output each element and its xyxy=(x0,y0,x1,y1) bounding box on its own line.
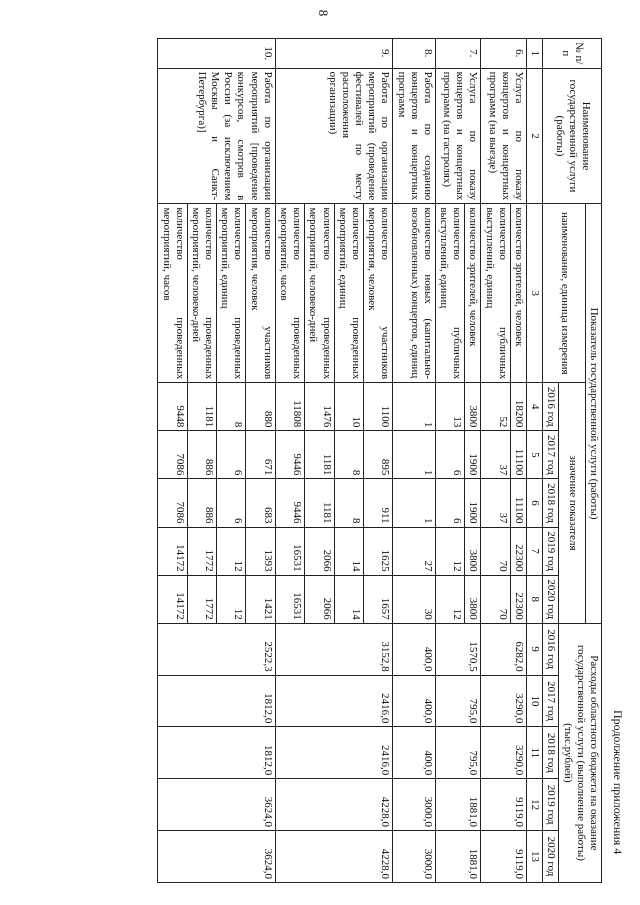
indicator-name: количество проведенных мероприятий, единиц xyxy=(217,204,246,383)
indicator-value: 9446 xyxy=(275,479,304,527)
indicator-value: 11100 xyxy=(510,431,526,479)
indicator-value: 22300 xyxy=(510,527,526,575)
header-value-year: 2019 год xyxy=(543,527,559,575)
indicator-value: 880 xyxy=(246,383,275,431)
header-expense-year: 2018 год xyxy=(543,727,559,779)
table-row xyxy=(393,39,436,883)
header-indicator-group: Показатель государственной услуги (работы) xyxy=(585,204,601,623)
column-number: 10 xyxy=(527,675,543,727)
expense-value: 400,0 xyxy=(393,623,436,675)
indicator-name: количество проведенных мероприятий, единиц xyxy=(334,204,363,383)
indicator-value: 2066 xyxy=(305,575,334,623)
expense-value: 3624,0 xyxy=(158,779,276,831)
indicator-value: 8 xyxy=(217,383,246,431)
indicator-value: 671 xyxy=(246,431,275,479)
expense-value: 4228,0 xyxy=(275,831,393,883)
indicator-name: количество проведенных мероприятий, человеко-дней xyxy=(305,204,334,383)
header-column-numbers xyxy=(527,39,543,883)
indicator-value: 1393 xyxy=(246,527,275,575)
indicator-value: 52 xyxy=(481,383,510,431)
column-number: 2 xyxy=(527,68,543,204)
indicator-name: количество проведенных мероприятий, человеко-дней xyxy=(187,204,216,383)
indicator-value: 1100 xyxy=(364,383,393,431)
header-expense-year: 2020 год xyxy=(543,831,559,883)
indicator-name: количество публичных выступлений, единиц xyxy=(481,204,510,383)
indicator-value: 16531 xyxy=(275,575,304,623)
expense-value: 3290,0 xyxy=(481,675,527,727)
header-service-name: Наименование государственной услуги (работы) xyxy=(543,68,602,204)
column-number: 12 xyxy=(527,779,543,831)
expense-value: 3000,0 xyxy=(393,831,436,883)
indicator-name: количество зрителей, человек xyxy=(510,204,526,383)
header-no: № п/п xyxy=(543,39,602,69)
indicator-value: 1657 xyxy=(364,575,393,623)
indicator-value: 6 xyxy=(435,479,464,527)
expense-value: 1881,0 xyxy=(435,779,481,831)
expense-value: 9119,0 xyxy=(481,779,527,831)
indicator-value: 14 xyxy=(334,575,363,623)
expense-value: 3290,0 xyxy=(481,727,527,779)
expense-value: 400,0 xyxy=(393,675,436,727)
indicator-value: 12 xyxy=(217,527,246,575)
header-value-year: 2018 год xyxy=(543,479,559,527)
header-value-year: 2020 год xyxy=(543,575,559,623)
indicator-name: количество участников мероприятия, человек xyxy=(246,204,275,383)
indicator-value: 8 xyxy=(334,479,363,527)
service-number: 9. xyxy=(275,39,393,69)
continuation-caption: Продолжение приложения 4 xyxy=(611,710,625,855)
expense-value: 4228,0 xyxy=(275,779,393,831)
indicator-value: 3800 xyxy=(465,575,481,623)
indicator-value: 27 xyxy=(393,527,436,575)
indicator-value: 6 xyxy=(435,431,464,479)
indicator-name: количество участников мероприятия, человек xyxy=(364,204,393,383)
header-indicator-name: наименование, единица измерения xyxy=(543,204,586,383)
service-name: Работа по организации мероприятий (проведение фестивалей по месту расположения организации) xyxy=(275,68,393,204)
expense-value: 1812,0 xyxy=(158,727,276,779)
indicator-value: 37 xyxy=(481,431,510,479)
indicator-value: 1476 xyxy=(305,383,334,431)
column-number: 3 xyxy=(527,204,543,383)
expense-value: 795,0 xyxy=(435,675,481,727)
table-row xyxy=(364,39,393,883)
indicator-value: 6 xyxy=(217,431,246,479)
page-number: 8 xyxy=(316,9,331,17)
service-name: Работа по созданию концертов и концертных программ xyxy=(393,68,436,204)
service-name: Услуга по показу концертов и концертных программ (на гастролях) xyxy=(435,68,481,204)
table-header xyxy=(527,39,602,883)
indicator-value: 70 xyxy=(481,527,510,575)
indicator-name: количество проведенных мероприятий, часов xyxy=(158,204,187,383)
header-value-year: 2017 год xyxy=(543,431,559,479)
services-table xyxy=(157,38,602,883)
column-number: 9 xyxy=(527,623,543,675)
expense-value: 9119,0 xyxy=(481,831,527,883)
indicator-value: 30 xyxy=(393,575,436,623)
header-values-group: значение показателя xyxy=(559,383,585,624)
expense-value: 1570,5 xyxy=(435,623,481,675)
header-expense-year: 2017 год xyxy=(543,675,559,727)
indicator-name: количество зрителей, человек xyxy=(465,204,481,383)
header-expenses-group: Расходы областного бюджета на оказание государственной услуги (выполнение работы) (тыс.рублей) xyxy=(559,623,602,882)
indicator-value: 1181 xyxy=(305,479,334,527)
indicator-value: 1 xyxy=(393,479,436,527)
indicator-value: 3800 xyxy=(465,383,481,431)
indicator-value: 22300 xyxy=(510,575,526,623)
indicator-value: 9446 xyxy=(275,431,304,479)
indicator-value: 10 xyxy=(334,383,363,431)
indicator-value: 7086 xyxy=(158,479,187,527)
service-name: Работа по организации мероприятий [проведение конкурсов, смотров в России (за исключением Москвы и Санкт-Петербурга)] xyxy=(158,68,276,204)
table-row xyxy=(465,39,481,883)
column-number: 5 xyxy=(527,431,543,479)
expense-value: 2416,0 xyxy=(275,675,393,727)
expense-value: 795,0 xyxy=(435,727,481,779)
indicator-name: количество проведенных мероприятий, часов xyxy=(275,204,304,383)
indicator-value: 2066 xyxy=(305,527,334,575)
indicator-name: количество новых (капитально-возобновленных) концертов, единиц xyxy=(393,204,436,383)
expense-value: 1881,0 xyxy=(435,831,481,883)
indicator-value: 1181 xyxy=(187,383,216,431)
indicator-value: 683 xyxy=(246,479,275,527)
indicator-value: 1625 xyxy=(364,527,393,575)
indicator-value: 16531 xyxy=(275,527,304,575)
indicator-value: 1 xyxy=(393,383,436,431)
column-number: 8 xyxy=(527,575,543,623)
column-number: 6 xyxy=(527,479,543,527)
indicator-value: 12 xyxy=(435,575,464,623)
indicator-value: 911 xyxy=(364,479,393,527)
indicator-name: количество публичных выступлений, единиц xyxy=(435,204,464,383)
indicator-value: 18200 xyxy=(510,383,526,431)
header-expense-year: 2016 год xyxy=(543,623,559,675)
indicator-value: 12 xyxy=(435,527,464,575)
indicator-value: 7086 xyxy=(158,431,187,479)
indicator-value: 8 xyxy=(334,431,363,479)
indicator-value: 1181 xyxy=(305,431,334,479)
table-row xyxy=(246,39,275,883)
indicator-value: 13 xyxy=(435,383,464,431)
indicator-value: 37 xyxy=(481,479,510,527)
column-number: 1 xyxy=(527,39,543,69)
indicator-value: 70 xyxy=(481,575,510,623)
table-body xyxy=(158,39,527,883)
indicator-value: 14172 xyxy=(158,575,187,623)
expense-value: 3000,0 xyxy=(393,779,436,831)
indicator-value: 1900 xyxy=(465,479,481,527)
indicator-value: 1421 xyxy=(246,575,275,623)
indicator-value: 14172 xyxy=(158,527,187,575)
indicator-value: 11808 xyxy=(275,383,304,431)
expense-value: 2522,3 xyxy=(158,623,276,675)
service-name: Услуга по показу концертов и концертных программ (на выезде) xyxy=(481,68,527,204)
indicator-value: 14 xyxy=(334,527,363,575)
indicator-value: 12 xyxy=(217,575,246,623)
column-number: 7 xyxy=(527,527,543,575)
indicator-value: 886 xyxy=(187,479,216,527)
indicator-value: 1772 xyxy=(187,527,216,575)
indicator-value: 886 xyxy=(187,431,216,479)
indicator-value: 1 xyxy=(393,431,436,479)
expense-value: 3624,0 xyxy=(158,831,276,883)
indicator-value: 6 xyxy=(217,479,246,527)
header-expense-year: 2019 год xyxy=(543,779,559,831)
service-number: 7. xyxy=(435,39,481,69)
column-number: 11 xyxy=(527,727,543,779)
service-number: 8. xyxy=(393,39,436,69)
table-row xyxy=(510,39,526,883)
column-number: 13 xyxy=(527,831,543,883)
service-number: 10. xyxy=(158,39,276,69)
indicator-value: 1772 xyxy=(187,575,216,623)
indicator-value: 895 xyxy=(364,431,393,479)
indicator-value: 9448 xyxy=(158,383,187,431)
expense-value: 3152,8 xyxy=(275,623,393,675)
column-number: 4 xyxy=(527,383,543,431)
service-number: 6. xyxy=(481,39,527,69)
expense-value: 1812,0 xyxy=(158,675,276,727)
indicator-value: 3800 xyxy=(465,527,481,575)
indicator-value: 11100 xyxy=(510,479,526,527)
expense-value: 400,0 xyxy=(393,727,436,779)
header-value-year: 2016 год xyxy=(543,383,559,431)
expense-value: 6282,0 xyxy=(481,623,527,675)
indicator-value: 1900 xyxy=(465,431,481,479)
expense-value: 2416,0 xyxy=(275,727,393,779)
